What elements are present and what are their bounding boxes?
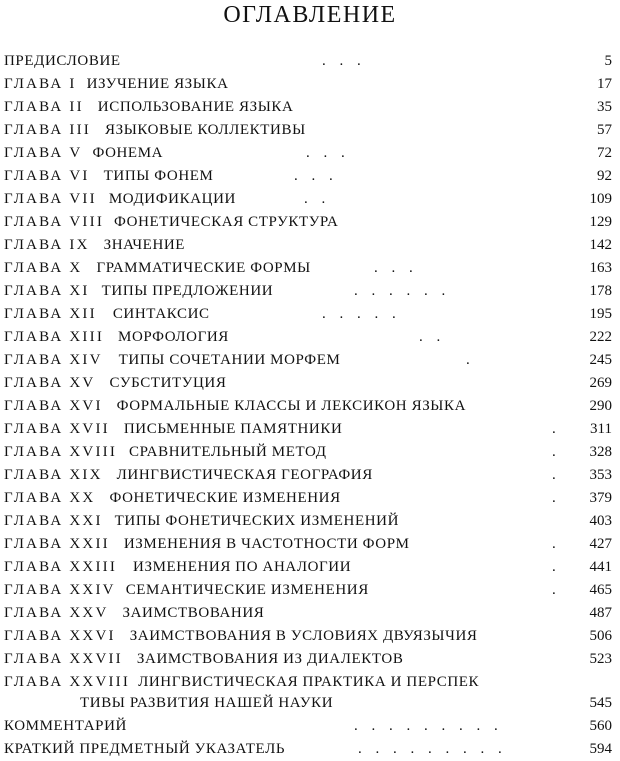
toc-entry-label — [4, 96, 293, 119]
toc-entry — [4, 372, 616, 395]
chapter-number: ГЛАВА XIX — [4, 467, 103, 483]
toc-entry-label — [4, 73, 229, 96]
table-of-contents — [4, 50, 616, 761]
toc-entry-label — [4, 303, 210, 326]
dot-leader: . . . . . . . . . — [354, 718, 503, 734]
toc-entry — [4, 119, 616, 142]
page-number: 403 — [589, 513, 612, 529]
chapter-title: СРАВНИТЕЛЬНЫЙ МЕТОД — [129, 444, 327, 460]
dot-leader: . . . — [294, 168, 338, 184]
toc-entry-label — [4, 533, 410, 556]
dot-leader: . . . . . . . . . — [358, 741, 507, 757]
chapter-number: ГЛАВА VIII — [4, 214, 105, 230]
dot-leader: . . . — [306, 145, 350, 161]
chapter-title: МОДИФИКАЦИИ — [108, 191, 236, 207]
page-number: 5 — [604, 53, 612, 69]
toc-entry — [4, 441, 616, 464]
toc-entry-label — [4, 211, 338, 234]
page-number: 195 — [589, 306, 612, 322]
toc-entry-label — [4, 671, 479, 694]
page-number: 506 — [589, 628, 612, 644]
page-number: 92 — [597, 168, 612, 184]
toc-entry-label — [4, 418, 342, 441]
page-number: 17 — [597, 76, 612, 92]
toc-entry-label — [4, 715, 127, 738]
chapter-title: СЕМАНТИЧЕСКИЕ ИЗМЕНЕНИЯ — [125, 582, 369, 598]
toc-entry — [4, 326, 616, 349]
page-number: 560 — [589, 718, 612, 734]
page-number: 245 — [589, 352, 612, 368]
toc-entry-label — [4, 510, 399, 533]
chapter-title: СИНТАКСИС — [112, 306, 210, 322]
chapter-title: ИЗМЕНЕНИЯ ПО АНАЛОГИИ — [133, 559, 352, 575]
chapter-number: ГЛАВА XV — [4, 375, 96, 391]
page-number: 353 — [589, 467, 612, 483]
chapter-number: ГЛАВА XX — [4, 490, 96, 506]
chapter-title: ФОНЕТИЧЕСКИЕ ИЗМЕНЕНИЯ — [109, 490, 341, 506]
chapter-number: ГЛАВА II — [4, 99, 84, 115]
dot-leader: . . — [304, 191, 331, 207]
toc-entry-label — [4, 50, 121, 73]
toc-entry-label — [4, 326, 229, 349]
toc-entry — [4, 303, 616, 326]
toc-entry-label — [4, 119, 306, 142]
page-title: ОГЛАВЛЕНИЕ — [223, 2, 397, 28]
toc-entry — [4, 188, 616, 211]
chapter-title: ТИПЫ ФОНЕМ — [103, 168, 214, 184]
chapter-number: ГЛАВА VI — [4, 168, 90, 184]
chapter-number: ГЛАВА VII — [4, 191, 97, 207]
toc-entry — [4, 280, 616, 303]
page-number: 290 — [589, 398, 612, 414]
page-number: 142 — [589, 237, 612, 253]
chapter-title: ФОНЕТИЧЕСКАЯ СТРУКТУРА — [114, 214, 339, 230]
toc-entry-label — [4, 234, 185, 257]
chapter-title: МОРФОЛОГИЯ — [118, 329, 229, 345]
page-number: 129 — [589, 214, 612, 230]
toc-entry — [4, 73, 616, 96]
dot-leader: . . . . . . — [354, 283, 451, 299]
page-number: 109 — [589, 191, 612, 207]
dot-leader: . — [552, 490, 561, 506]
toc-entry — [4, 625, 616, 648]
chapter-number: ГЛАВА III — [4, 122, 91, 138]
toc-entry — [4, 556, 616, 579]
page-number: 465 — [589, 582, 612, 598]
chapter-title: СУБСТИТУЦИЯ — [109, 375, 227, 391]
toc-entry-label — [4, 395, 466, 418]
chapter-title: ФОРМАЛЬНЫЕ КЛАССЫ И ЛЕКСИКОН ЯЗЫКА — [116, 398, 467, 414]
chapter-number: ГЛАВА XXVIII — [4, 674, 131, 690]
chapter-number: ГЛАВА IX — [4, 237, 90, 253]
chapter-number: ГЛАВА XVII — [4, 421, 110, 437]
toc-entry-label — [4, 487, 341, 510]
page-number: 72 — [597, 145, 612, 161]
chapter-number: ГЛАВА XXVII — [4, 651, 123, 667]
chapter-title: КОММЕНТАРИЙ — [4, 718, 127, 734]
chapter-title: ТИПЫ СОЧЕТАНИИ МОРФЕМ — [118, 352, 341, 368]
dot-leader: . . . . . — [322, 306, 401, 322]
chapter-title: ЛИНГВИСТИЧЕСКАЯ ГЕОГРАФИЯ — [116, 467, 373, 483]
chapter-number: ГЛАВА X — [4, 260, 83, 276]
page-number: 222 — [589, 329, 612, 345]
toc-entry-label — [4, 602, 264, 625]
page-number: 487 — [589, 605, 612, 621]
chapter-title: ТИПЫ ПРЕДЛОЖЕНИИ — [101, 283, 274, 299]
toc-entry-label — [4, 257, 311, 280]
toc-entry — [4, 510, 616, 533]
toc-entry — [4, 648, 616, 671]
chapter-title: ТИПЫ ФОНЕТИЧЕСКИХ ИЗМЕНЕНИЙ — [114, 513, 400, 529]
toc-entry — [4, 715, 616, 738]
chapter-title: ИСПОЛЬЗОВАНИЕ ЯЗЫКА — [97, 99, 294, 115]
toc-entry — [4, 418, 616, 441]
dot-leader: . — [552, 582, 561, 598]
page-number: 427 — [589, 536, 612, 552]
toc-entry — [4, 464, 616, 487]
chapter-number: ГЛАВА XII — [4, 306, 97, 322]
dot-leader: . — [552, 421, 561, 437]
chapter-number: ГЛАВА XXI — [4, 513, 103, 529]
toc-entry — [4, 96, 616, 119]
toc-entry-label — [4, 441, 327, 464]
chapter-title: КРАТКИЙ ПРЕДМЕТНЫЙ УКАЗАТЕЛЬ — [4, 741, 286, 757]
toc-entry — [4, 671, 616, 715]
page-number: 35 — [597, 99, 612, 115]
chapter-title-continued: ТИВЫ РАЗВИТИЯ НАШЕЙ НАУКИ — [80, 695, 334, 711]
chapter-number: ГЛАВА XIV — [4, 352, 103, 368]
page-number: 545 — [589, 695, 612, 711]
dot-leader: . . . — [374, 260, 418, 276]
toc-entry — [4, 211, 616, 234]
chapter-number: ГЛАВА V — [4, 145, 83, 161]
page-number: 441 — [589, 559, 612, 575]
chapter-number: ГЛАВА XXII — [4, 536, 110, 552]
chapter-number: ГЛАВА XI — [4, 283, 90, 299]
page-number: 178 — [589, 283, 612, 299]
page-number: 379 — [589, 490, 612, 506]
toc-entry — [4, 487, 616, 510]
page-number: 269 — [589, 375, 612, 391]
dot-leader: . — [552, 467, 561, 483]
page-number: 523 — [589, 651, 612, 667]
chapter-number: ГЛАВА XXIII — [4, 559, 118, 575]
chapter-title: ИЗМЕНЕНИЯ В ЧАСТОТНОСТИ ФОРМ — [123, 536, 410, 552]
chapter-title: ЗАИМСТВОВАНИЯ — [122, 605, 265, 621]
chapter-title: ЗАИМСТВОВАНИЯ ИЗ ДИАЛЕКТОВ — [136, 651, 404, 667]
chapter-title: ГРАММАТИЧЕСКИЕ ФОРМЫ — [96, 260, 311, 276]
toc-entry — [4, 533, 616, 556]
toc-entry-label — [4, 556, 351, 579]
toc-entry-label — [4, 142, 163, 165]
page-number: 594 — [589, 741, 612, 757]
chapter-title: ЗАИМСТВОВАНИЯ В УСЛОВИЯХ ДВУЯЗЫЧИЯ — [129, 628, 478, 644]
chapter-title: ЛИНГВИСТИЧЕСКАЯ ПРАКТИКА И ПЕРСПЕК — [138, 674, 480, 690]
dot-leader: . — [552, 536, 561, 552]
toc-entry-label — [4, 349, 340, 372]
chapter-number: ГЛАВА XXIV — [4, 582, 116, 598]
toc-entry — [4, 349, 616, 372]
chapter-number: ГЛАВА I — [4, 76, 77, 92]
chapter-title: ПИСЬМЕННЫЕ ПАМЯТНИКИ — [123, 421, 343, 437]
toc-entry-label — [4, 188, 236, 211]
dot-leader: . — [552, 559, 561, 575]
toc-entry — [4, 395, 616, 418]
dot-leader: . — [466, 352, 475, 368]
toc-entry-label — [4, 165, 213, 188]
page-number: 57 — [597, 122, 612, 138]
toc-entry-label — [4, 372, 226, 395]
chapter-title: ИЗУЧЕНИЕ ЯЗЫКА — [86, 76, 229, 92]
toc-entry-label — [4, 738, 285, 761]
page-number: 328 — [589, 444, 612, 460]
dot-leader: . . — [419, 329, 446, 345]
toc-entry — [4, 579, 616, 602]
chapter-number: ГЛАВА XVIII — [4, 444, 118, 460]
toc-entry-label — [4, 625, 478, 648]
toc-entry — [4, 165, 616, 188]
toc-entry — [4, 50, 616, 73]
toc-entry-label — [4, 579, 369, 602]
dot-leader: . — [552, 444, 561, 460]
toc-entry-label — [4, 280, 273, 303]
dot-leader: . . . — [322, 53, 366, 69]
chapter-title: ЗНАЧЕНИЕ — [103, 237, 186, 253]
chapter-number: ГЛАВА XXVI — [4, 628, 116, 644]
page-number: 163 — [589, 260, 612, 276]
toc-entry-label — [4, 464, 373, 487]
toc-entry — [4, 142, 616, 165]
chapter-number: ГЛАВА XVI — [4, 398, 103, 414]
chapter-number: ГЛАВА XIII — [4, 329, 105, 345]
chapter-number: ГЛАВА XXV — [4, 605, 109, 621]
toc-entry — [4, 738, 616, 761]
chapter-title: ФОНЕМА — [92, 145, 164, 161]
page-number: 311 — [590, 421, 612, 437]
toc-entry — [4, 602, 616, 625]
toc-entry — [4, 257, 616, 280]
chapter-title: ПРЕДИСЛОВИЕ — [4, 53, 121, 69]
toc-entry-label — [4, 648, 403, 671]
toc-entry — [4, 234, 616, 257]
chapter-title: ЯЗЫКОВЫЕ КОЛЛЕКТИВЫ — [104, 122, 306, 138]
